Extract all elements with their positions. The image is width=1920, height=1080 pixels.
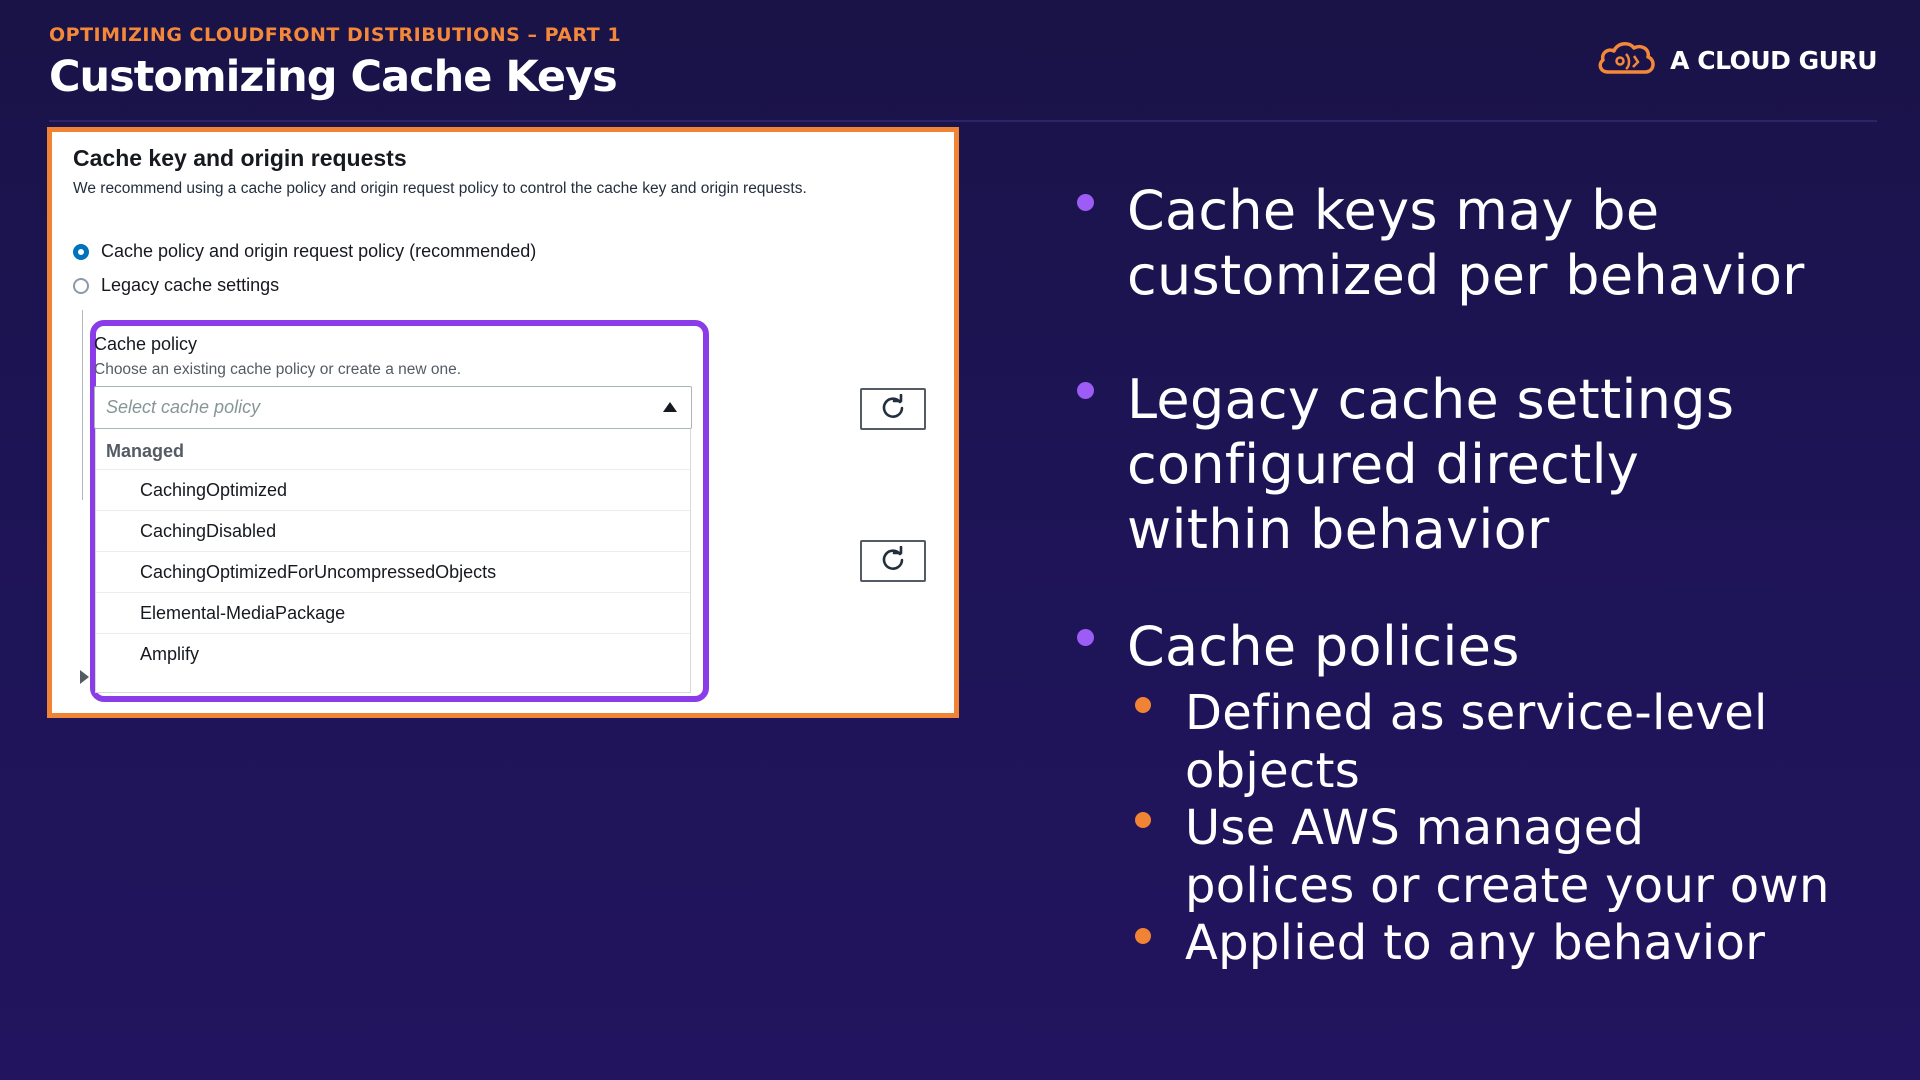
radio-unselected-icon[interactable] [73, 278, 89, 294]
bullet-text [1127, 367, 1734, 562]
cache-policy-label: Cache policy [94, 334, 198, 354]
bullet-line: Use AWS managed [1185, 800, 1645, 856]
bullet-dot-icon [1077, 194, 1094, 211]
slide-kicker: OPTIMIZING CLOUDFRONT DISTRIBUTIONS – PART 1 [49, 24, 622, 46]
brand-name: A CLOUD GURU [1670, 46, 1877, 75]
bullet-line: Defined as service-level [1185, 685, 1768, 741]
bullet-line: customized per behavior [1127, 244, 1805, 307]
cache-policy-description: Choose an existing cache policy or create a new one. [94, 361, 462, 378]
sub-bullet-text [1185, 799, 1830, 915]
bullet-line: within behavior [1127, 498, 1550, 561]
dropdown-option[interactable]: CachingOptimizedForUncompressedObjects [96, 551, 690, 591]
bullet-line: objects [1185, 743, 1361, 799]
refresh-icon [880, 394, 906, 425]
bullet-line: Cache policies [1127, 615, 1520, 678]
radio-selected-icon[interactable] [73, 244, 89, 260]
refresh-button[interactable] [860, 388, 926, 430]
indent-guide [82, 310, 83, 500]
bullet-line: configured directly [1127, 433, 1640, 496]
dropdown-option[interactable]: Elemental-MediaPackage [96, 592, 690, 632]
sub-bullet-text [1185, 684, 1768, 800]
section-title: Cache key and origin requests [73, 145, 407, 171]
refresh-icon [880, 546, 906, 577]
bullet-text [1127, 178, 1805, 308]
bullet-dot-icon [1077, 629, 1094, 646]
dropdown-option[interactable]: Amplify [96, 633, 690, 673]
radio-label: Cache policy and origin request policy (recommended) [101, 241, 537, 261]
sub-bullet-dot-icon [1135, 928, 1151, 944]
radio-legacy-settings[interactable] [73, 275, 279, 296]
select-placeholder: Select cache policy [106, 397, 261, 417]
expand-caret-icon[interactable] [80, 670, 89, 684]
sub-bullet-dot-icon [1135, 812, 1151, 828]
console-screenshot [47, 127, 959, 718]
radio-label: Legacy cache settings [101, 275, 280, 295]
sub-bullet-dot-icon [1135, 697, 1151, 713]
bullet-line: polices or create your own [1185, 858, 1830, 914]
brand-logo [1596, 38, 1877, 83]
header-divider [49, 120, 1877, 122]
slide-title: Customizing Cache Keys [49, 52, 617, 102]
caret-up-icon [663, 402, 677, 412]
bullet-line: Cache keys may be [1127, 179, 1660, 242]
cloud-logo-icon [1596, 38, 1658, 83]
radio-cache-policy[interactable] [73, 241, 536, 262]
dropdown-option[interactable]: CachingOptimized [96, 469, 690, 509]
bullet-dot-icon [1077, 382, 1094, 399]
bullet-line: Applied to any behavior [1185, 915, 1766, 971]
dropdown-option[interactable]: CachingDisabled [96, 510, 690, 550]
bullet-text [1127, 614, 1520, 679]
cache-policy-dropdown [95, 429, 691, 693]
bullet-line: Legacy cache settings [1127, 368, 1735, 431]
refresh-button[interactable] [860, 540, 926, 582]
section-description: We recommend using a cache policy and origin request policy to control the cache key and origin requests. [73, 180, 807, 197]
cache-policy-select[interactable] [94, 386, 692, 429]
option-group-label: Managed [106, 441, 185, 461]
sub-bullet-text [1185, 914, 1765, 972]
